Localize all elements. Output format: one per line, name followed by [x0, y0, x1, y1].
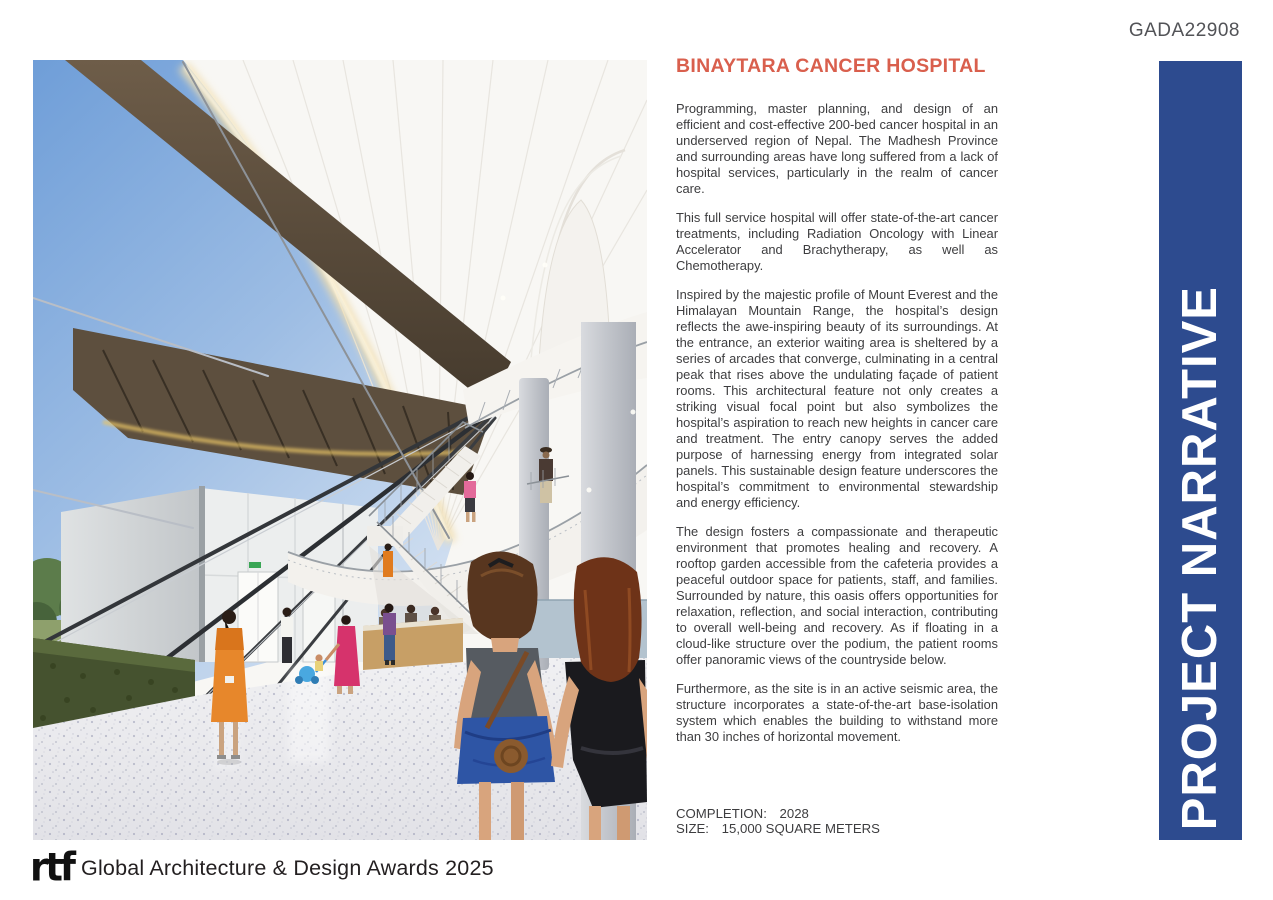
size-label: SIZE:	[676, 821, 709, 836]
architectural-rendering	[33, 60, 647, 840]
architectural-rendering-image	[33, 60, 647, 840]
award-title: Global Architecture & Design Awards 2025	[81, 855, 494, 880]
narrative-paragraph: Inspired by the majestic profile of Mount Everest and the Himalayan Mountain Range, the hospital’s design reflects the awe-inspiring beauty of its surroundings. At the entrance, an exterior waiting area is sheltered by a series of arcades that converge, culminating in a central peak that rises above the undulating façade of patient rooms. This architectural feature not only creates a striking visual focal point but also symbolizes the hospital’s aspiration to reach new heights in cancer care and treatment. The entry canopy serves the added purpose of harnessing energy from integrated solar panels. This sustainable design feature underscores the hospital’s commitment to environmental stewardship and energy efficiency.	[676, 287, 998, 510]
footer	[30, 844, 494, 891]
banner-label: PROJECT NARRATIVE	[1173, 285, 1227, 830]
size-value: 15,000 SQUARE METERS	[721, 821, 880, 836]
completion-value: 2028	[779, 806, 809, 821]
size-fact	[676, 821, 880, 836]
narrative-paragraph: The design fosters a compassionate and therapeutic environment that promotes healing and recovery. A rooftop garden accessible from the cafeteria provides a peaceful outdoor space for patients, staff, and families. Surrounded by nature, this oasis offers opportunities for relaxation, reflection, and social interaction, contributing to overall well-being and recovery. As if floating in a cloud-like structure over the podium, the patient rooms offer panoramic views of the countryside below.	[676, 524, 998, 667]
narrative-paragraph: Furthermore, as the site is in an active seismic area, the structure incorporates a state-of-the-art base-isolation system which enables the building to withstand more than 30 inches of horizontal movement.	[676, 681, 998, 744]
project-narrative-column	[676, 55, 998, 745]
narrative-paragraph: Programming, master planning, and design of an efficient and cost-effective 200-bed cancer hospital in an underserved region of Nepal. The Madhesh Province and surrounding areas have long suffered from a lack of hospital services, particularly in the realm of cancer care.	[676, 101, 998, 196]
exit-sign	[249, 562, 261, 568]
narrative-paragraph: This full service hospital will offer state-of-the-art cancer treatments, including Radiation Oncology with Linear Accelerator and Brachytherapy, as well as Chemotherapy.	[676, 210, 998, 273]
project-title: BINAYTARA CANCER HOSPITAL	[676, 55, 986, 77]
completion-fact	[676, 806, 880, 821]
project-narrative-banner	[1159, 61, 1242, 840]
project-facts	[676, 806, 880, 836]
submission-code: GADA22908	[1128, 20, 1240, 41]
completion-label: COMPLETION:	[676, 806, 767, 821]
rtf-logo: rtf	[30, 844, 74, 891]
